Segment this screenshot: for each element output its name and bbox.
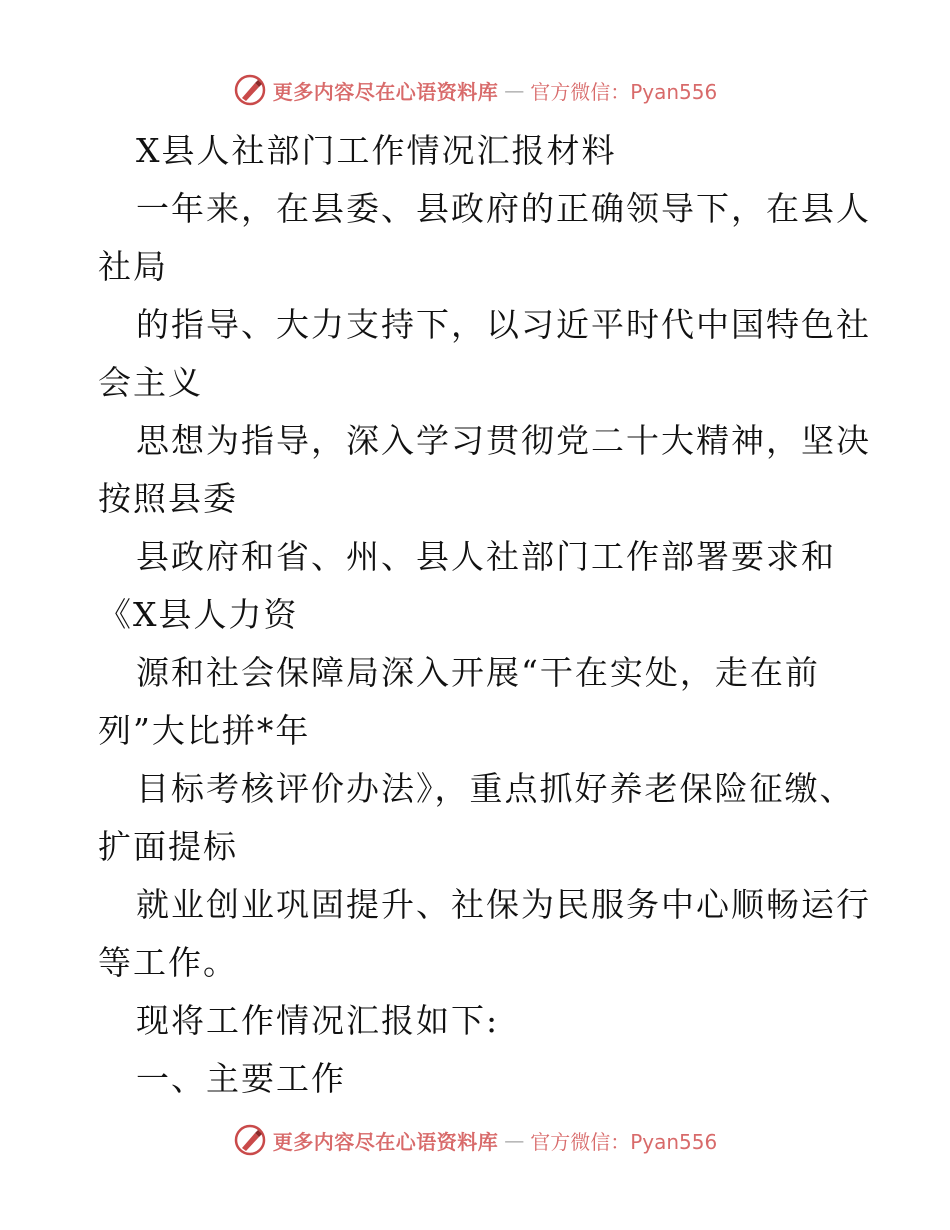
- paragraph-line: 《X县人力资: [98, 595, 299, 634]
- watermark-header: [0, 70, 950, 110]
- watermark-separator: —: [504, 1128, 525, 1152]
- document-body: [98, 122, 871, 1108]
- paragraph-line: 社局: [98, 247, 168, 286]
- watermark-text: 更多内容尽在心语资料库: [272, 79, 499, 104]
- paragraph-line: 源和社会保障局深入开展“干在实处，走在前: [136, 653, 820, 692]
- watermark-footer: [0, 1120, 950, 1160]
- pen-logo-icon: [233, 73, 267, 107]
- pen-logo-icon: [233, 1123, 267, 1157]
- paragraph-line: 的指导、大力支持下，以习近平时代中国特色社: [136, 305, 871, 344]
- watermark-wechat: 官方微信：Pyan556: [530, 79, 718, 104]
- paragraph-line: 目标考核评价办法》，重点抓好养老保险征缴、: [136, 769, 855, 808]
- section-heading: 一、主要工作: [136, 1059, 346, 1098]
- paragraph-line: 一年来，在县委、县政府的正确领导下，在县人: [136, 189, 871, 228]
- watermark-wechat: 官方微信：Pyan556: [530, 1129, 718, 1154]
- paragraph-line: 思想为指导，深入学习贯彻党二十大精神，坚决: [136, 421, 871, 460]
- watermark-text: 更多内容尽在心语资料库: [272, 1129, 499, 1154]
- document-title: X县人社部门工作情况汇报材料: [136, 131, 617, 170]
- paragraph-line: 列”大比拼*年: [98, 711, 311, 750]
- watermark-separator: —: [504, 78, 525, 102]
- paragraph-line: 就业创业巩固提升、社保为民服务中心顺畅运行: [136, 885, 871, 924]
- paragraph-line: 等工作。: [98, 943, 238, 982]
- paragraph-line: 现将工作情况汇报如下:: [136, 1001, 500, 1040]
- paragraph-line: 县政府和省、州、县人社部门工作部署要求和: [136, 537, 836, 576]
- paragraph-line: 会主义: [98, 363, 203, 402]
- paragraph-line: 按照县委: [98, 479, 238, 518]
- paragraph-line: 扩面提标: [98, 827, 238, 866]
